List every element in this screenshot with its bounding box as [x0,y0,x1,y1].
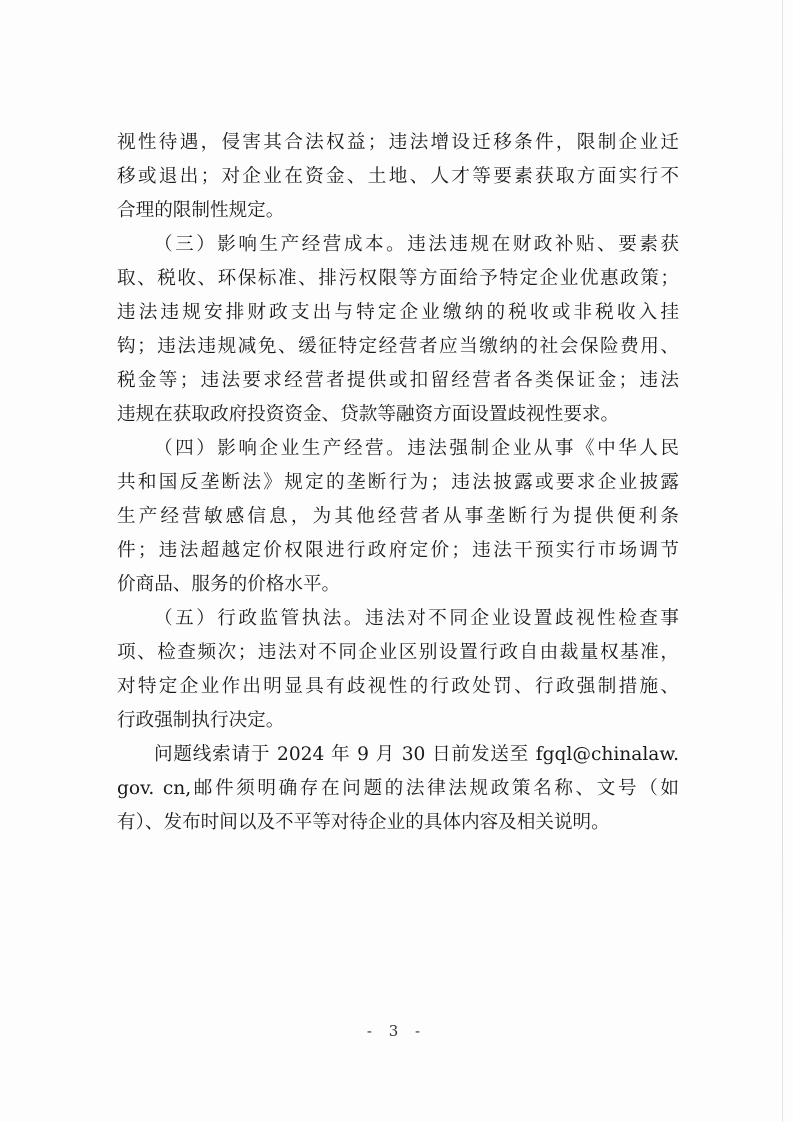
body-line: 对特定企业作出明显具有歧视性的行政处罚、行政强制措施、 [117,676,679,697]
body-line: gov. cn,邮件须明确存在问题的法律法规政策名称、文号（如 [117,778,679,799]
body-line: 生产经营敏感信息，为其他经营者从事垄断行为提供便利条 [117,506,679,527]
page-edge-shadow [782,0,783,1122]
body-line: 移或退出；对企业在资金、土地、人才等要素获取方面实行不 [117,166,679,187]
section-five-heading-line: （五）行政监管执法。违法对不同企业设置歧视性检查事 [154,608,679,629]
page-number: - 3 - [366,1022,427,1040]
document-body [117,126,679,840]
body-line: 视性待遇，侵害其合法权益；违法增设迁移条件，限制企业迁 [117,132,679,153]
body-line: 件；违法超越定价权限进行政府定价；违法干预实行市场调节 [117,540,679,561]
body-line: 钩；违法违规减免、缓征特定经营者应当缴纳的社会保险费用、 [117,336,679,357]
body-line: 行政强制执行决定。 [117,710,285,731]
body-line: 合理的限制性规定。 [117,200,285,221]
section-three-heading-line: （三）影响生产经营成本。违法违规在财政补贴、要素获 [154,234,679,255]
body-line: 取、税收、环保标准、排污权限等方面给予特定企业优惠政策； [117,268,679,289]
body-line: 共和国反垄断法》规定的垄断行为；违法披露或要求企业披露 [117,472,679,493]
section-four-heading-line: （四）影响企业生产经营。违法强制企业从事《中华人民 [154,438,679,459]
body-line: 违规在获取政府投资资金、贷款等融资方面设置歧视性要求。 [117,404,620,425]
contact-paragraph-line: 问题线索请于 2024 年 9 月 30 日前发送至 fgql@chinalaw. [154,744,679,765]
body-line: 违法违规安排财政支出与特定企业缴纳的税收或非税收入挂 [117,302,679,323]
body-line: 有）、发布时间以及不平等对待企业的具体内容及相关说明。 [117,812,610,833]
body-line: 项、检查频次；违法对不同企业区别设置行政自由裁量权基准， [117,642,679,663]
body-line: 税金等；违法要求经营者提供或扣留经营者各类保证金；违法 [117,370,679,391]
body-line: 价商品、服务的价格水平。 [117,574,341,595]
